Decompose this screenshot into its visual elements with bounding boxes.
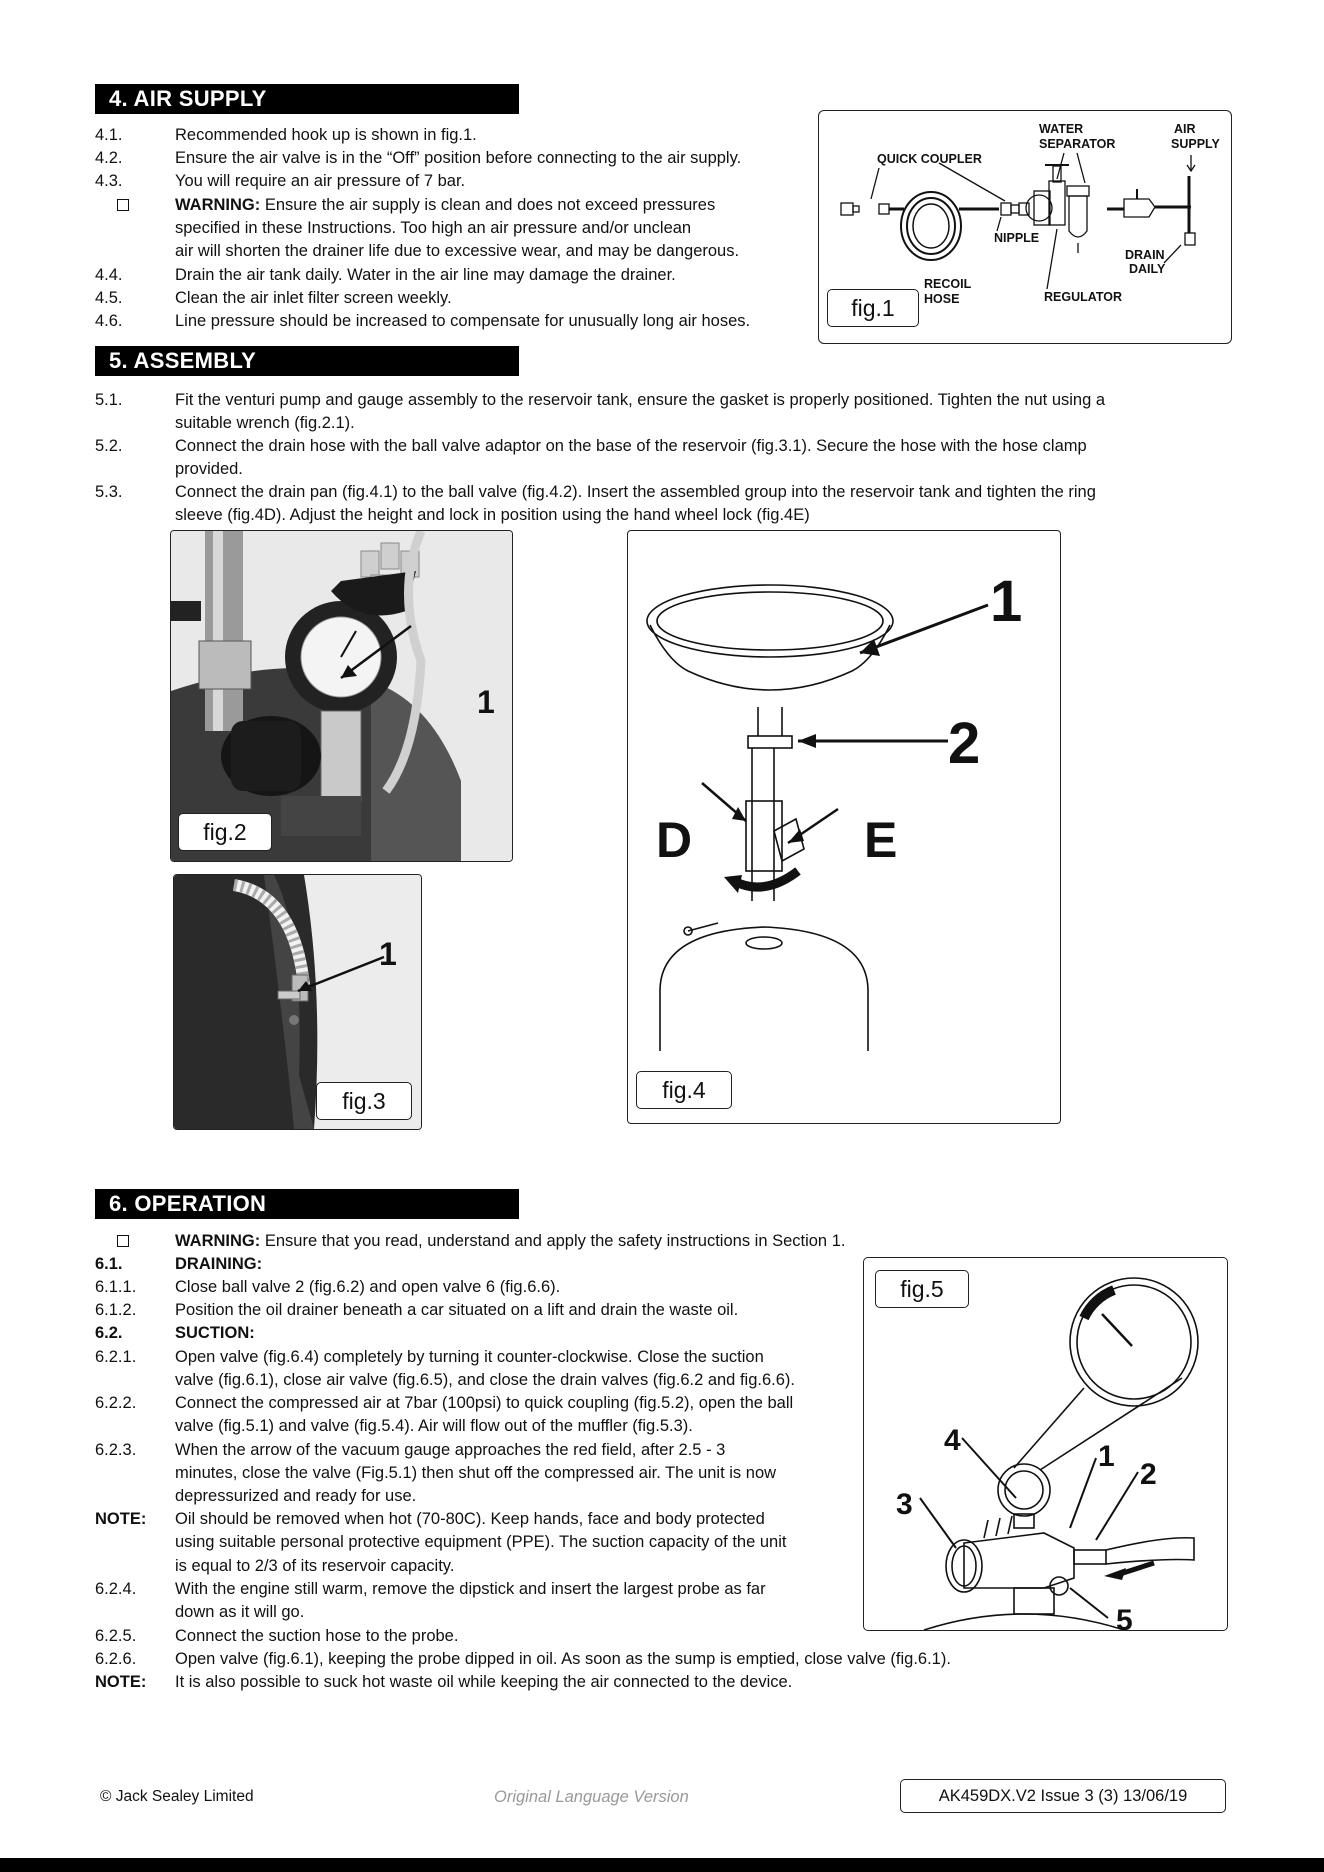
footer-version: Original Language Version: [494, 1788, 689, 1806]
fig1-label-regulator: REGULATOR: [1044, 290, 1123, 304]
fig1-label-recoil: RECOIL: [924, 277, 972, 291]
fig1-label-quick-coupler: QUICK COUPLER: [877, 152, 982, 166]
fig5-callout-4: 4: [944, 1424, 961, 1457]
fig4-callout-d: D: [656, 812, 693, 868]
fig1-label-air: AIR: [1174, 122, 1196, 136]
section-4-heading: 4. AIR SUPPLY: [95, 84, 519, 114]
fig1-label-separator: SEPARATOR: [1039, 137, 1116, 151]
fig4-label: fig.4: [636, 1071, 732, 1109]
fig3-label: fig.3: [316, 1082, 412, 1120]
section-5-heading: 5. ASSEMBLY: [95, 346, 519, 376]
fig4-illustration: [628, 531, 1060, 1123]
fig1-label-daily: DAILY: [1129, 262, 1166, 276]
fig4-callout-e: E: [864, 812, 898, 868]
fig1-label-supply: SUPPLY: [1171, 137, 1220, 151]
fig4-drain-pan-diagram: [627, 530, 1061, 1124]
fig2-callout-1: 1: [477, 684, 495, 720]
section-6-heading: 6. OPERATION: [95, 1189, 519, 1219]
fig1-label-water: WATER: [1039, 122, 1084, 136]
checkbox-bullet-icon: [117, 199, 129, 211]
fig1-label: fig.1: [827, 289, 919, 327]
fig3-photo: [173, 874, 422, 1130]
fig5-label: fig.5: [875, 1270, 969, 1308]
fig5-callout-3: 3: [896, 1488, 913, 1521]
footer-copyright: © Jack Sealey Limited: [100, 1788, 254, 1805]
fig2-label: fig.2: [178, 813, 272, 851]
fig4-callout-1: 1: [990, 569, 1023, 634]
bottom-border: [0, 1858, 1324, 1872]
fig2-photo: [170, 530, 513, 862]
fig5-illustration: [864, 1258, 1227, 1630]
fig5-callout-2: 2: [1140, 1458, 1157, 1491]
fig5-callout-1: 1: [1098, 1440, 1115, 1473]
fig1-label-drain: DRAIN: [1125, 248, 1165, 262]
fig5-pump-diagram: [863, 1257, 1228, 1631]
fig1-label-hose: HOSE: [924, 292, 960, 306]
fig3-callout-1: 1: [379, 936, 397, 972]
fig1-air-hookup-diagram: [818, 110, 1232, 344]
fig4-callout-2: 2: [948, 711, 981, 776]
footer-issue-box: AK459DX.V2 Issue 3 (3) 13/06/19: [900, 1779, 1226, 1813]
fig2-illustration: [171, 531, 512, 861]
checkbox-bullet-icon: [117, 1235, 129, 1247]
fig5-callout-5: 5: [1116, 1604, 1133, 1630]
fig1-label-nipple: NIPPLE: [994, 231, 1040, 245]
